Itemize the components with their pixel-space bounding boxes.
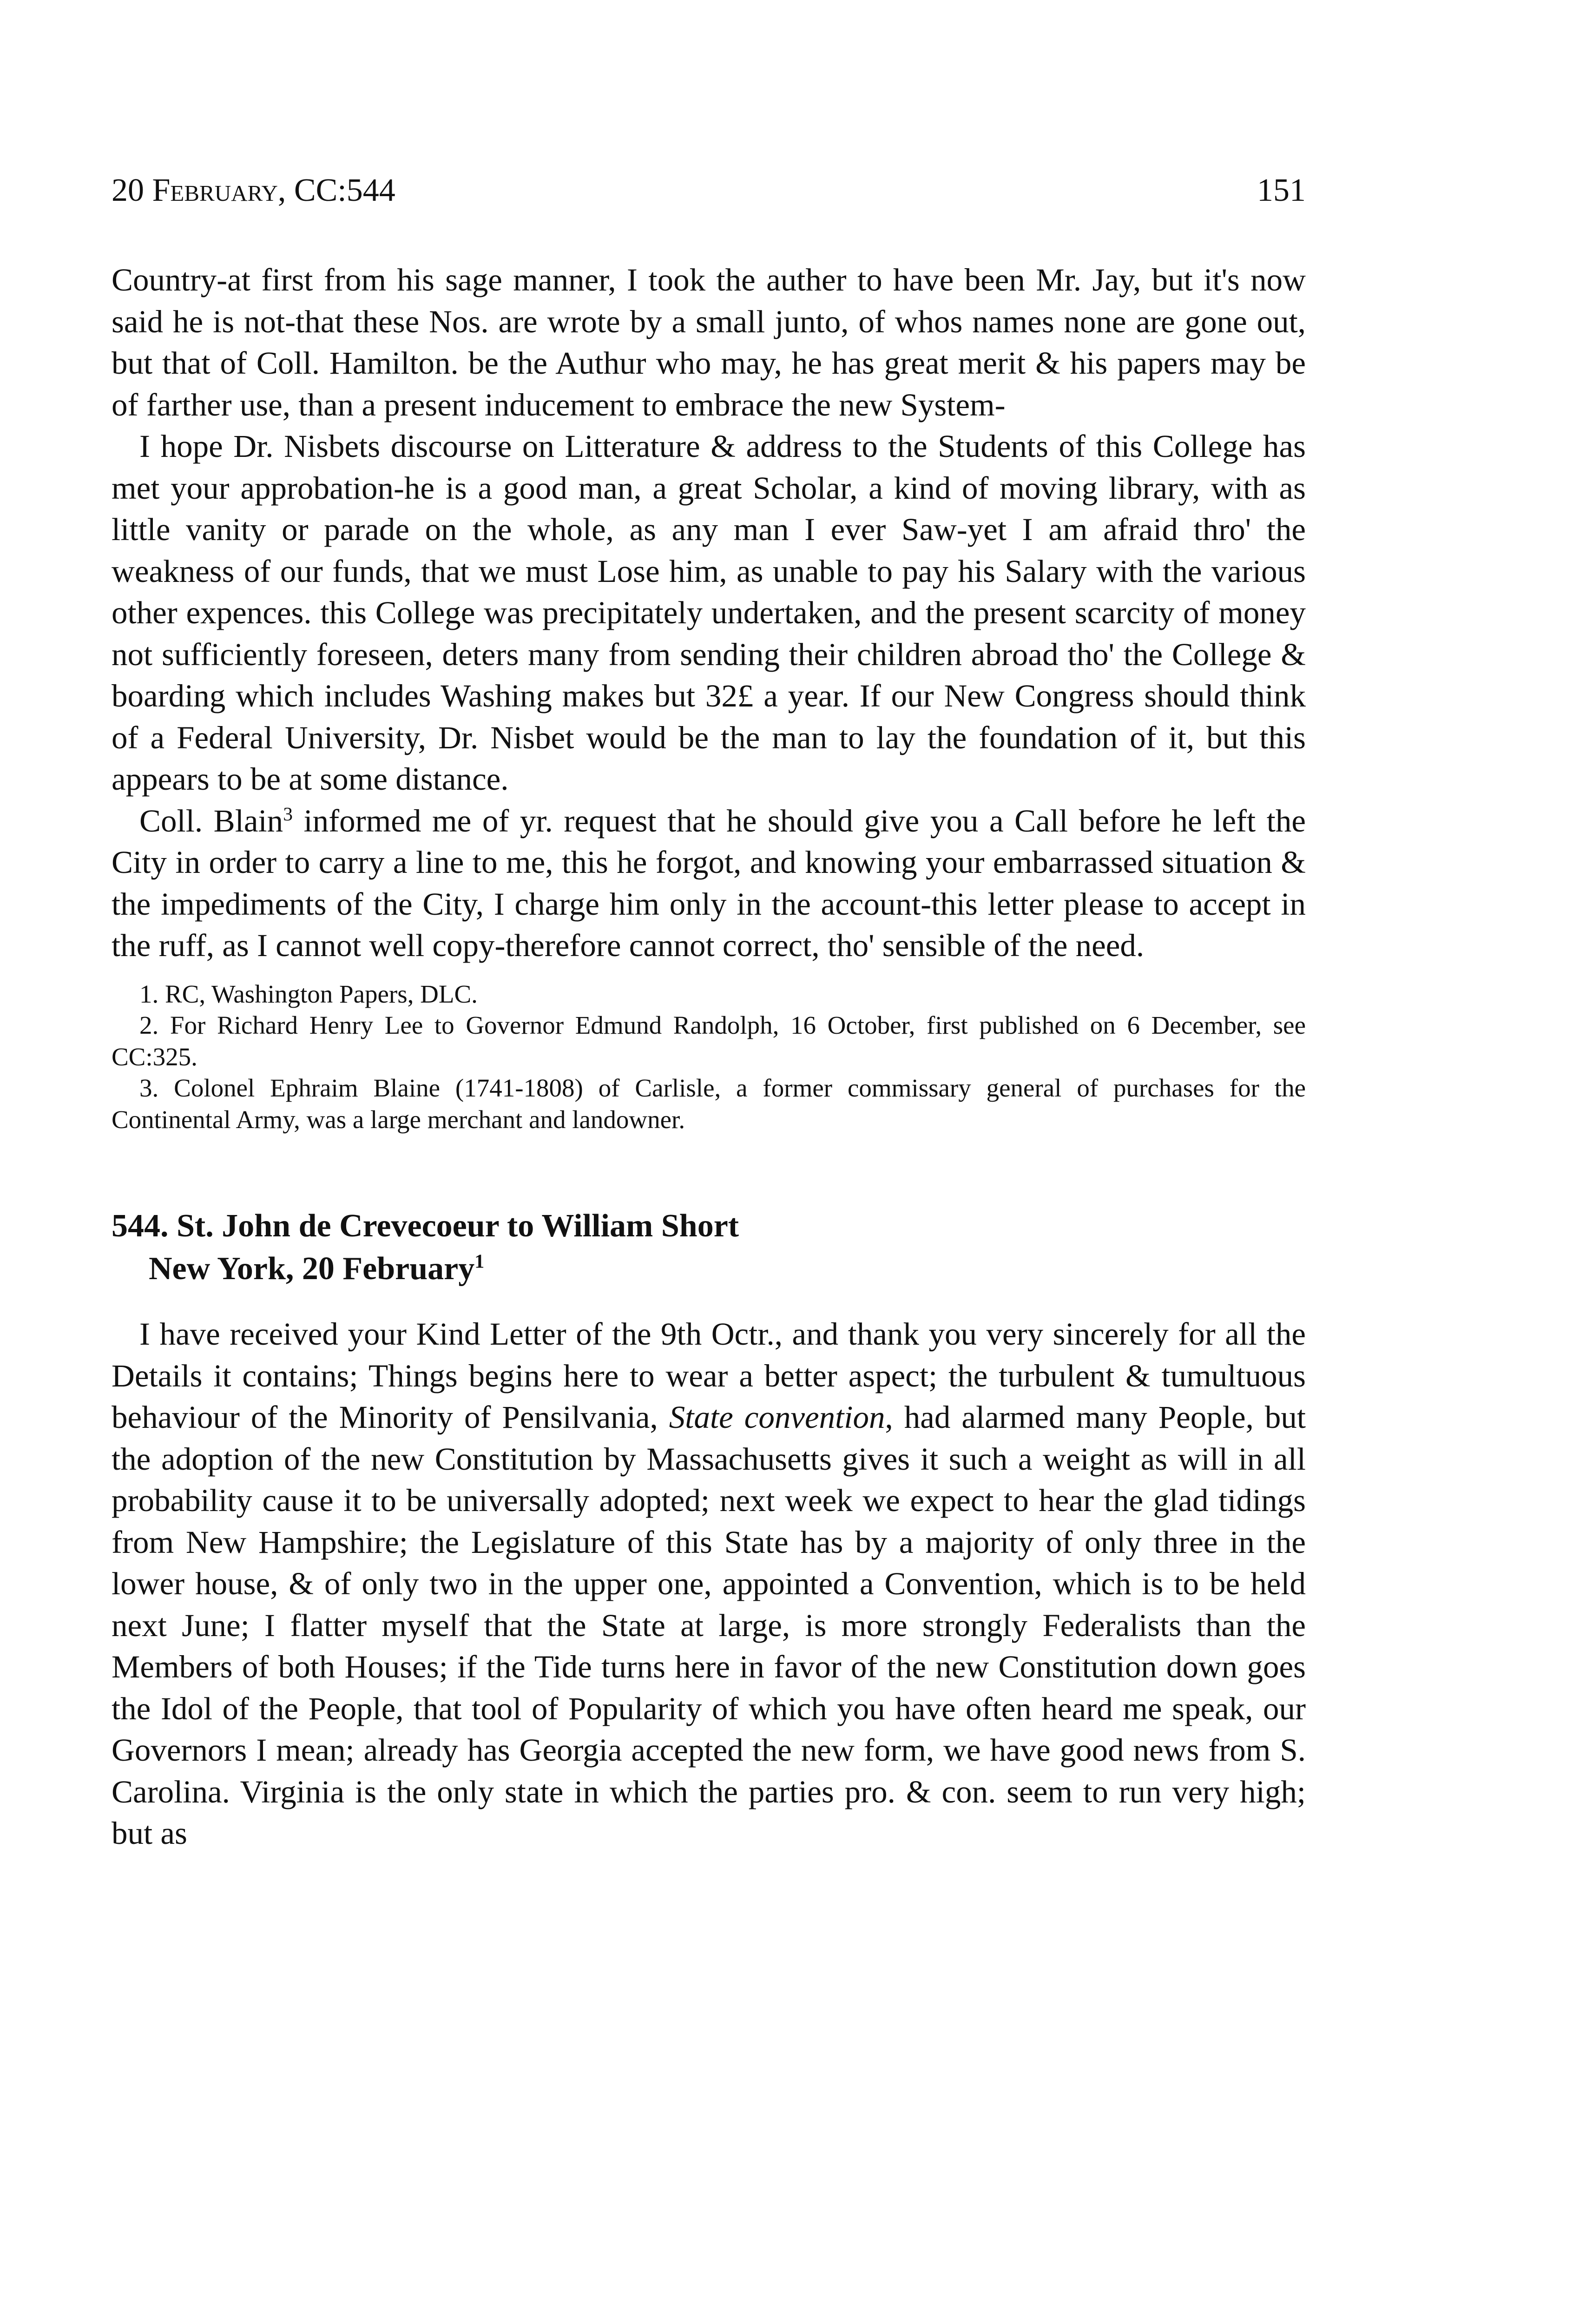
- footnote-ref-3: 3: [283, 803, 293, 825]
- paragraph-continuation: Country-at first from his sage manner, I took the auther to have been Mr. Jay, but it's now said he is not-that these Nos. are wrote by a small junto, of whos names none are gone out, but that of Coll. Hamilton. be the Authur who may, he has great merit & his papers may be of farther use, than a present inducement to embrace the new System-: [112, 262, 1306, 423]
- footnote-2: 2. For Richard Henry Lee to Governor Edmund Randolph, 16 October, first published on 6 December, see CC:325.: [112, 1011, 1306, 1071]
- page-number: 151: [1257, 172, 1306, 208]
- letter-text-part1: I have received your Kind Letter of the 9th Octr., and thank you very sincerely for all the Details it contains; Things begins here to wear a better aspect; the turbulent & tumultuous behaviour of the Minority of Pensilvania,: [112, 1316, 1306, 1435]
- letter-italic-phrase: State convention: [669, 1400, 885, 1435]
- letter-body: [112, 1314, 1306, 1855]
- footnotes: [112, 978, 1306, 1136]
- footnote-1: 1. RC, Washington Papers, DLC.: [139, 979, 478, 1008]
- document-page: [112, 172, 1306, 1855]
- paragraph-blain: [112, 800, 1306, 967]
- footnote-ref-1: 1: [474, 1251, 485, 1273]
- body-text: [112, 259, 1306, 967]
- running-head-month: February: [152, 172, 278, 208]
- running-head-doc-ref: , CC:544: [277, 172, 395, 208]
- document-heading-title: 544. St. John de Crevecoeur to William Short: [112, 1208, 739, 1244]
- running-head: [112, 172, 1306, 223]
- document-heading: [112, 1205, 1306, 1290]
- paragraph-blain-text-start: Coll. Blain: [139, 803, 283, 838]
- running-head-day: 20: [112, 172, 152, 208]
- footnote-3: 3. Colonel Ephraim Blaine (1741-1808) of Carlisle, a former commissary general of purchases for the Continental Army, was a large merchant and landowner.: [112, 1074, 1306, 1134]
- letter-text-part2: , had alarmed many People, but the adoption of the new Constitution by Massachusetts gives it such a weight as will in all probability cause it to be universally adopted; next week we expect to hear the glad tidings from New Hampshire; the Legislature of this State has by a majority of only three in the lower house, & of only two in the upper one, appointed a Convention, which is to be held next June; I flatter myself that the State at large, is more strongly Federalists than the Members of both Houses; if the Tide turns here in favor of the new Constitution down goes the Idol of the People, that tool of Popularity of which you have often heard me speak, our Governors I mean; already has Georgia accepted the new form, we have good news from S. Carolina. Virginia is the only state in which the parties pro. & con. seem to run very high; but as: [112, 1400, 1306, 1851]
- running-head-date: [112, 172, 395, 209]
- document-heading-dateline: [112, 1248, 1306, 1290]
- paragraph-nisbet: I hope Dr. Nisbets discourse on Litterature & address to the Students of this College has met your approbation-he is a good man, a great Scholar, a kind of moving library, with as little vanity or parade on the whole, as any man I ever Saw-yet I am afraid thro' the weakness of our funds, that we must Lose him, as unable to pay his Salary with the various other expences. this College was precipitately undertaken, and the present scarcity of money not sufficiently foreseen, deters many from sending their children abroad tho' the College & boarding which includes Washing makes but 32£ a year. If our New Congress should think of a Federal University, Dr. Nisbet would be the man to lay the foundation of it, but this appears to be at some distance.: [112, 429, 1306, 797]
- paragraph-blain-text-end: informed me of yr. request that he should give you a Call before he left the City in order to carry a line to me, this he forgot, and knowing your embarrassed situation & the impediments of the City, I charge him only in the account-this letter please to accept in the ruff, as I cannot well copy-therefore cannot correct, tho' sensible of the need.: [112, 803, 1306, 963]
- document-heading-place-date: New York, 20 February: [149, 1251, 475, 1287]
- letter-paragraph: [112, 1314, 1306, 1855]
